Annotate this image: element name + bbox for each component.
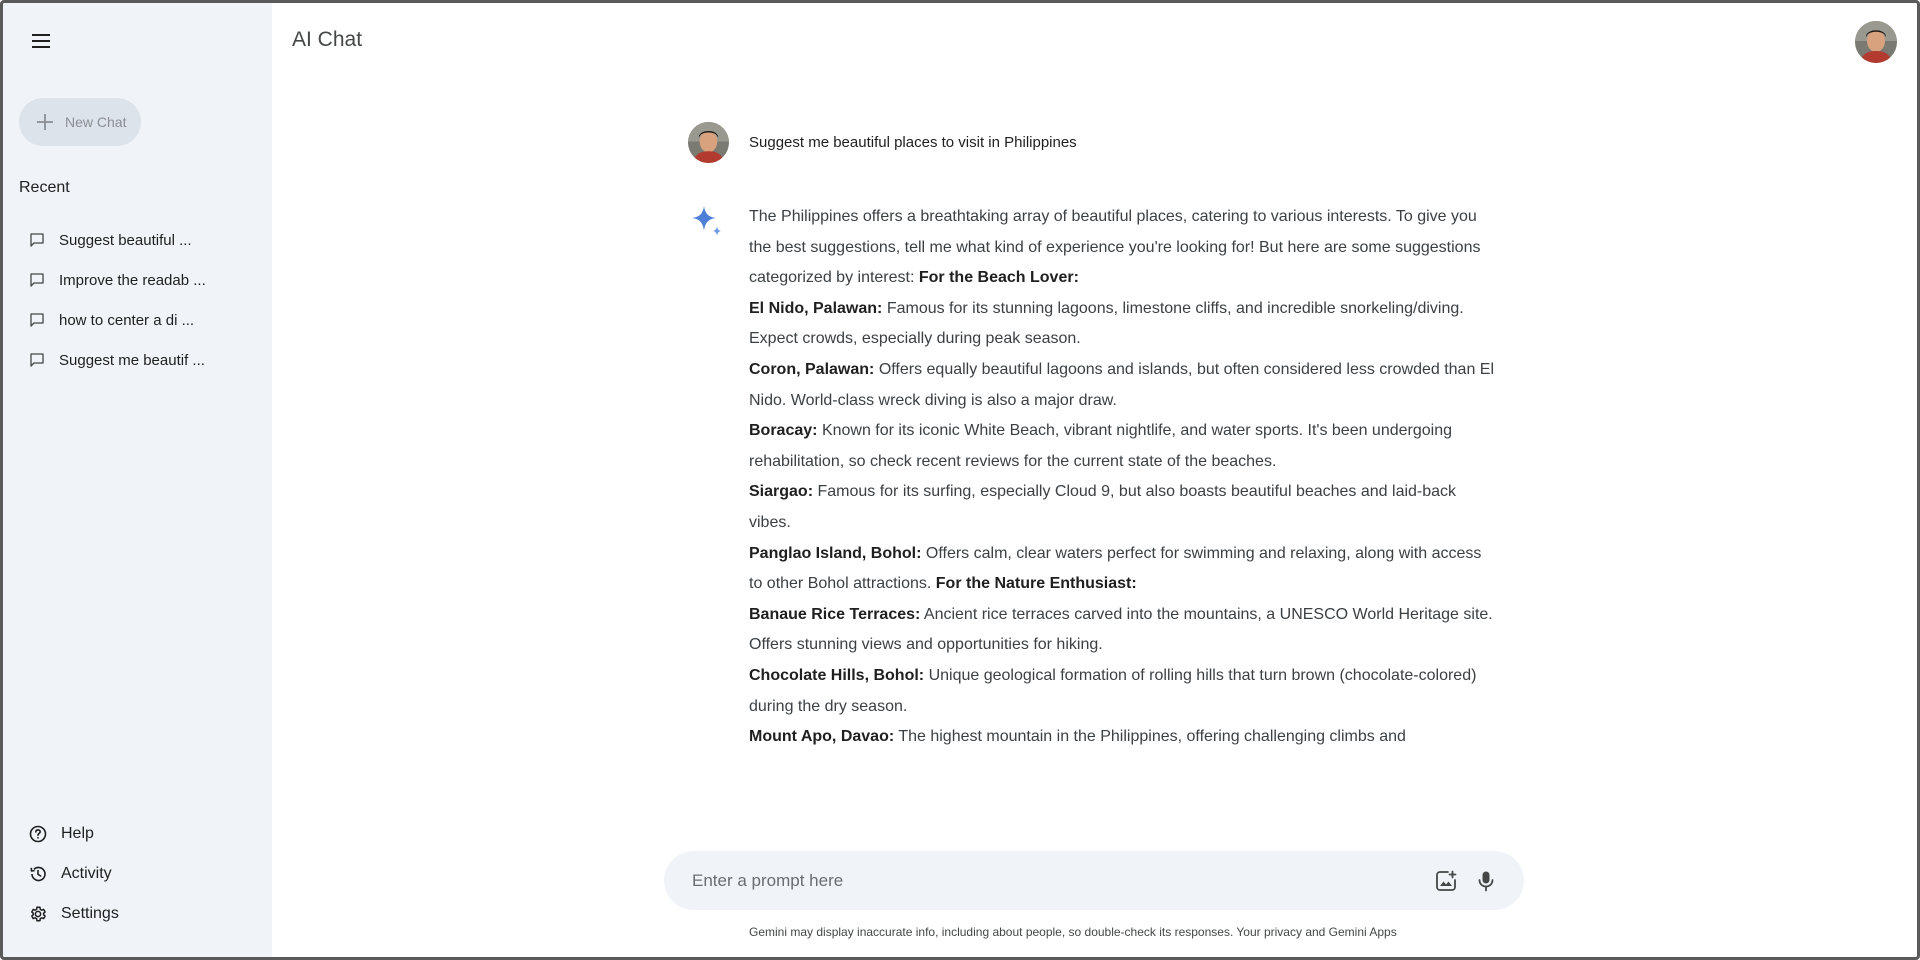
add-image-icon: [1434, 869, 1458, 893]
chat-bubble-icon: [29, 232, 45, 248]
menu-button[interactable]: [25, 25, 57, 57]
chat-bubble-icon: [29, 352, 45, 368]
chat-bubble-icon: [29, 312, 45, 328]
prompt-bar: [664, 851, 1524, 910]
section-heading-nature: For the Nature Enthusiast:: [935, 575, 1137, 593]
account-avatar[interactable]: [1855, 21, 1897, 63]
sparkle-icon: [690, 204, 724, 238]
recent-heading: Recent: [19, 179, 70, 196]
item-text: The highest mountain in the Philippines, offering challenging climbs and: [898, 728, 1406, 746]
item-title: Siargao:: [749, 483, 814, 501]
response-item: [749, 294, 1494, 355]
item-title: Boracay:: [749, 422, 818, 440]
help-item[interactable]: [3, 814, 272, 854]
item-title: Coron, Palawan:: [749, 360, 875, 378]
item-text: Offers calm, clear waters perfect for swimming and relaxing, along with access to other Bohol attractions.: [749, 544, 1482, 593]
item-text: Known for its iconic White Beach, vibrant nightlife, and water sports. It's been undergoing rehabilitation, so check recent reviews for the current state of the beaches.: [749, 422, 1452, 470]
avatar: [688, 122, 729, 163]
activity-item[interactable]: [3, 854, 272, 894]
recent-chat-label: Suggest beautiful ...: [59, 231, 192, 249]
chat-bubble-icon: [29, 272, 45, 288]
response-item: [749, 539, 1494, 600]
history-icon: [29, 865, 47, 883]
help-label: Help: [61, 825, 94, 842]
recent-chat-label: Improve the readab ...: [59, 271, 206, 289]
response-intro: The Philippines offers a breathtaking array of beautiful places, catering to various interests. To give you the best suggestions, tell me what kind of experience you're looking for! But here are some suggestions categorized by interest:: [749, 208, 1481, 287]
recent-chat-item[interactable]: [3, 340, 272, 380]
item-text: Ancient rice terraces carved into the mountains, a UNESCO World Heritage site. Offers stunning views and opportunities for hiking.: [749, 605, 1493, 654]
recent-list: [3, 220, 272, 380]
item-text: Famous for its surfing, especially Cloud 9, but also boasts beautiful beaches and laid-back vibes.: [749, 483, 1457, 531]
response-item: [749, 355, 1494, 416]
item-title: Banaue Rice Terraces:: [749, 605, 921, 623]
disclaimer-text: Gemini may display inaccurate info, including about people, so double-check its responses. Your privacy and Gemini Apps: [749, 925, 1397, 939]
hamburger-icon: [32, 34, 50, 48]
gear-icon: [29, 905, 47, 923]
item-text: Unique geological formation of rolling hills that turn brown (chocolate-colored) during the dry season.: [749, 666, 1477, 715]
plus-icon: [35, 112, 55, 132]
item-text: Famous for its stunning lagoons, limestone cliffs, and incredible snorkeling/diving. Expect crowds, especially during peak season.: [749, 299, 1464, 348]
recent-chat-label: how to center a di ...: [59, 311, 195, 329]
upload-image-button[interactable]: [1428, 863, 1464, 899]
item-title: Chocolate Hills, Bohol:: [749, 666, 925, 684]
assistant-response: [749, 202, 1494, 753]
user-avatar-image: [688, 122, 729, 163]
recent-chat-item[interactable]: [3, 220, 272, 260]
recent-chat-label: Suggest me beautif ...: [59, 351, 205, 369]
microphone-button[interactable]: [1468, 863, 1504, 899]
help-icon: [29, 825, 47, 843]
prompt-input[interactable]: [692, 871, 1424, 891]
settings-label: Settings: [61, 905, 119, 922]
user-avatar-image: [1855, 21, 1897, 63]
user-message-row: [688, 121, 1077, 163]
new-chat-button[interactable]: [19, 98, 141, 146]
settings-item[interactable]: [3, 894, 272, 934]
item-title: El Nido, Palawan:: [749, 299, 883, 317]
sidebar: [3, 3, 272, 957]
response-item: [749, 416, 1494, 477]
new-chat-label: New Chat: [65, 114, 127, 130]
response-item: [749, 661, 1494, 722]
response-item: [749, 477, 1494, 538]
section-heading-beach: For the Beach Lover:: [918, 269, 1079, 287]
user-message-text: Suggest me beautiful places to visit in Philippines: [749, 133, 1077, 151]
item-title: Mount Apo, Davao:: [749, 728, 895, 746]
response-item: [749, 722, 1494, 753]
bottom-nav: [3, 814, 272, 934]
response-paragraph: [749, 202, 1494, 294]
recent-chat-item[interactable]: [3, 300, 272, 340]
microphone-icon: [1476, 870, 1496, 892]
activity-label: Activity: [61, 865, 112, 882]
app-title: AI Chat: [292, 28, 363, 51]
item-text: Offers equally beautiful lagoons and islands, but often considered less crowded than El Nido. World-class wreck diving is also a major draw.: [749, 360, 1495, 409]
item-title: Panglao Island, Bohol:: [749, 544, 922, 562]
recent-chat-item[interactable]: [3, 260, 272, 300]
response-item: [749, 600, 1494, 661]
